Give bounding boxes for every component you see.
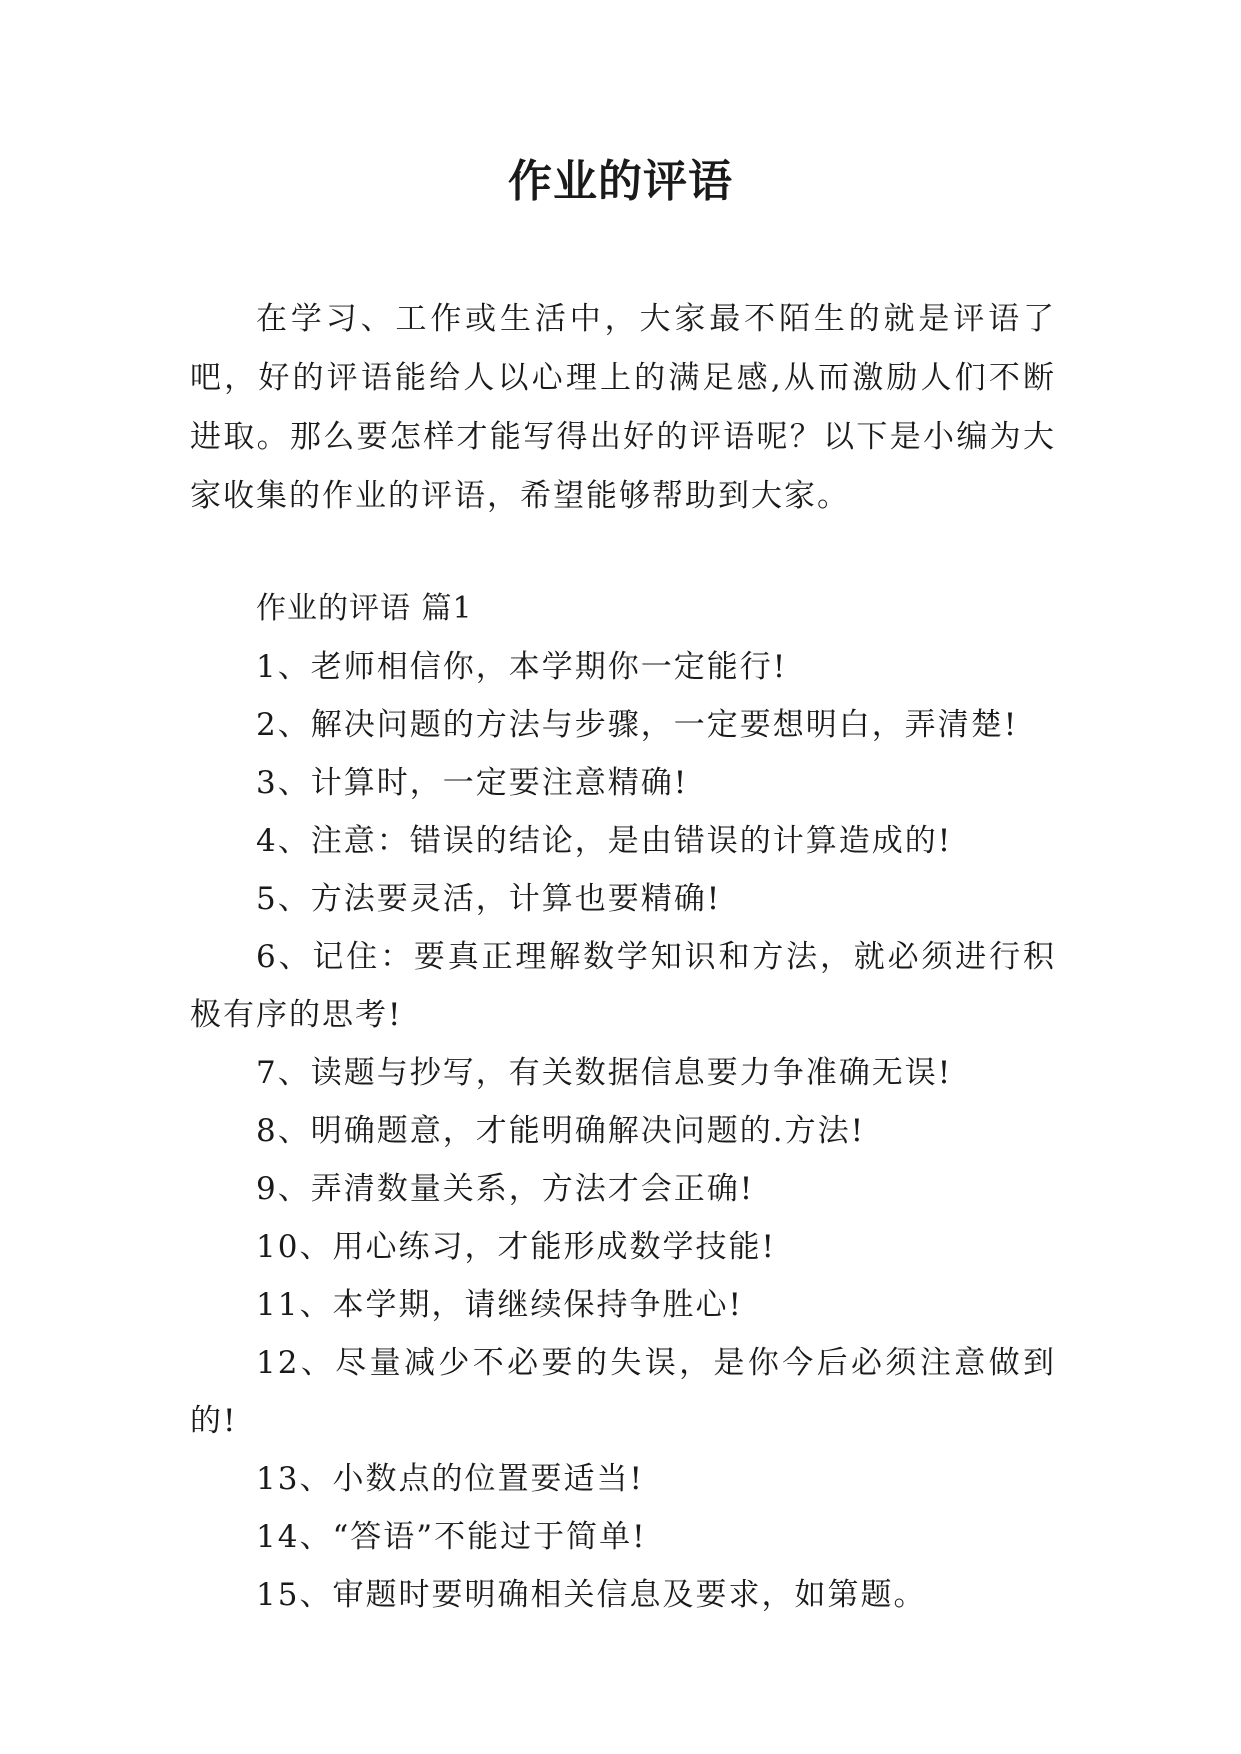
list-item: 7、读题与抄写，有关数据信息要力争准确无误! [256, 1055, 953, 1091]
list-item: 2、解决问题的方法与步骤，一定要想明白，弄清楚! [256, 707, 1019, 743]
list-item: 13、小数点的位置要适当! [256, 1461, 644, 1497]
list-item: 6、记住：要真正理解数学知识和方法，就必须进行积极有序的思考! [190, 939, 1056, 1033]
comment-section [190, 580, 1056, 1624]
list-item: 10、用心练习，才能形成数学技能! [256, 1229, 776, 1265]
document-title: 作业的评语 [508, 156, 733, 207]
section-heading: 作业的评语 篇1 [256, 591, 473, 626]
list-item: 14、“答语”不能过于简单! [256, 1519, 647, 1555]
list-item: 3、计算时，一定要注意精确! [256, 765, 689, 801]
intro-paragraph: 在学习、工作或生活中，大家最不陌生的就是评语了吧，好的评语能给人以心理上的满足感,从而激励人们不断进取。那么要怎样才能写得出好的评语呢？以下是小编为大家收集的作业的评语，希望能够帮助到大家。 [190, 301, 1056, 514]
list-item: 1、老师相信你，本学期你一定能行! [256, 649, 788, 685]
list-item: 5、方法要灵活，计算也要精确! [256, 881, 722, 917]
list-item: 12、尽量减少不必要的失误，是你今后必须注意做到的! [190, 1345, 1056, 1439]
list-item: 4、注意：错误的结论，是由错误的计算造成的! [256, 823, 953, 859]
list-item: 8、明确题意，才能明确解决问题的.方法! [256, 1113, 866, 1149]
list-item: 11、本学期，请继续保持争胜心! [256, 1287, 743, 1323]
list-item: 15、审题时要明确相关信息及要求，如第题。 [256, 1577, 927, 1613]
list-item: 9、弄清数量关系，方法才会正确! [256, 1171, 755, 1207]
